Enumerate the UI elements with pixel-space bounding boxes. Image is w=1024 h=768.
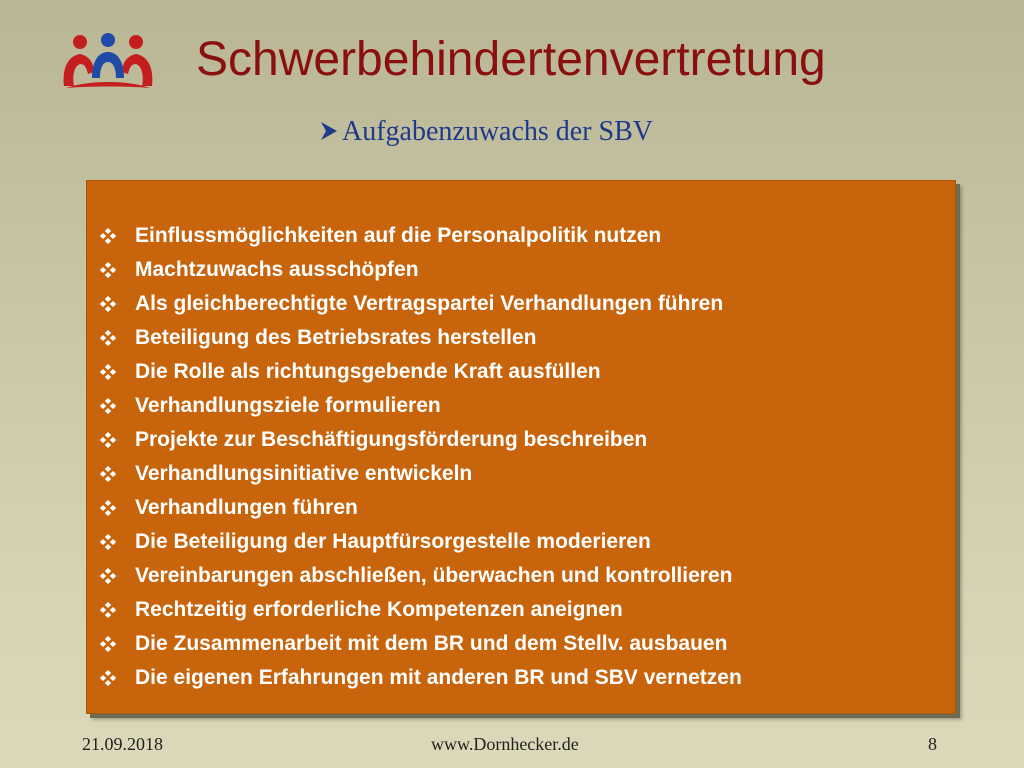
four-diamond-bullet-icon xyxy=(99,567,117,585)
four-diamond-bullet-icon xyxy=(99,329,117,347)
footer-page-number: 8 xyxy=(928,734,937,754)
arrow-bullet-icon xyxy=(318,120,340,142)
four-diamond-bullet-icon xyxy=(99,465,117,483)
four-diamond-bullet-icon xyxy=(99,601,117,619)
four-diamond-bullet-icon xyxy=(99,363,117,381)
list-item-text: Die Rolle als richtungsgebende Kraft ausfüllen xyxy=(135,360,601,383)
four-diamond-bullet-icon xyxy=(99,261,117,279)
four-diamond-bullet-icon xyxy=(99,227,117,245)
list-item xyxy=(99,355,742,389)
subtitle-text: Aufgabenzuwachs der SBV xyxy=(342,116,654,147)
list-item-text: Machtzuwachs ausschöpfen xyxy=(135,258,419,281)
four-diamond-bullet-icon xyxy=(99,295,117,313)
task-list xyxy=(99,219,742,695)
list-item-text: Rechtzeitig erforderliche Kompetenzen aneignen xyxy=(135,598,623,621)
list-item xyxy=(99,457,742,491)
list-item xyxy=(99,559,742,593)
list-item xyxy=(99,219,742,253)
list-item-text: Die Zusammenarbeit mit dem BR und dem Stellv. ausbauen xyxy=(135,632,728,655)
list-item xyxy=(99,627,742,661)
list-item xyxy=(99,593,742,627)
slide-subtitle xyxy=(318,118,653,146)
list-item-text: Verhandlungen führen xyxy=(135,496,358,519)
list-item-text: Projekte zur Beschäftigungsförderung beschreiben xyxy=(135,428,648,451)
four-diamond-bullet-icon xyxy=(99,499,117,517)
list-item xyxy=(99,491,742,525)
list-item xyxy=(99,661,742,695)
list-item xyxy=(99,525,742,559)
four-diamond-bullet-icon xyxy=(99,635,117,653)
list-item-text: Einflussmöglichkeiten auf die Personalpolitik nutzen xyxy=(135,224,662,247)
list-item-text: Verhandlungsinitiative entwickeln xyxy=(135,462,473,485)
list-item-text: Verhandlungsziele formulieren xyxy=(135,394,441,417)
footer-date: 21.09.2018 xyxy=(82,734,163,754)
four-diamond-bullet-icon xyxy=(99,431,117,449)
footer-url: www.Dornhecker.de xyxy=(431,734,579,754)
list-item-text: Beteiligung des Betriebsrates herstellen xyxy=(135,326,537,349)
four-diamond-bullet-icon xyxy=(99,669,117,687)
list-item xyxy=(99,253,742,287)
slide-title: Schwerbehindertenvertretung xyxy=(196,33,826,86)
list-item-text: Die Beteiligung der Hauptfürsorgestelle moderieren xyxy=(135,530,651,553)
list-item-text: Die eigenen Erfahrungen mit anderen BR und SBV vernetzen xyxy=(135,666,742,689)
list-item xyxy=(99,321,742,355)
list-item xyxy=(99,423,742,457)
list-item xyxy=(99,287,742,321)
list-item xyxy=(99,389,742,423)
list-item-text: Als gleichberechtigte Vertragspartei Verhandlungen führen xyxy=(135,292,724,315)
four-diamond-bullet-icon xyxy=(99,533,117,551)
four-diamond-bullet-icon xyxy=(99,397,117,415)
three-people-logo-icon xyxy=(58,28,158,98)
task-list-box xyxy=(86,180,956,714)
list-item-text: Vereinbarungen abschließen, überwachen und kontrollieren xyxy=(135,564,733,587)
